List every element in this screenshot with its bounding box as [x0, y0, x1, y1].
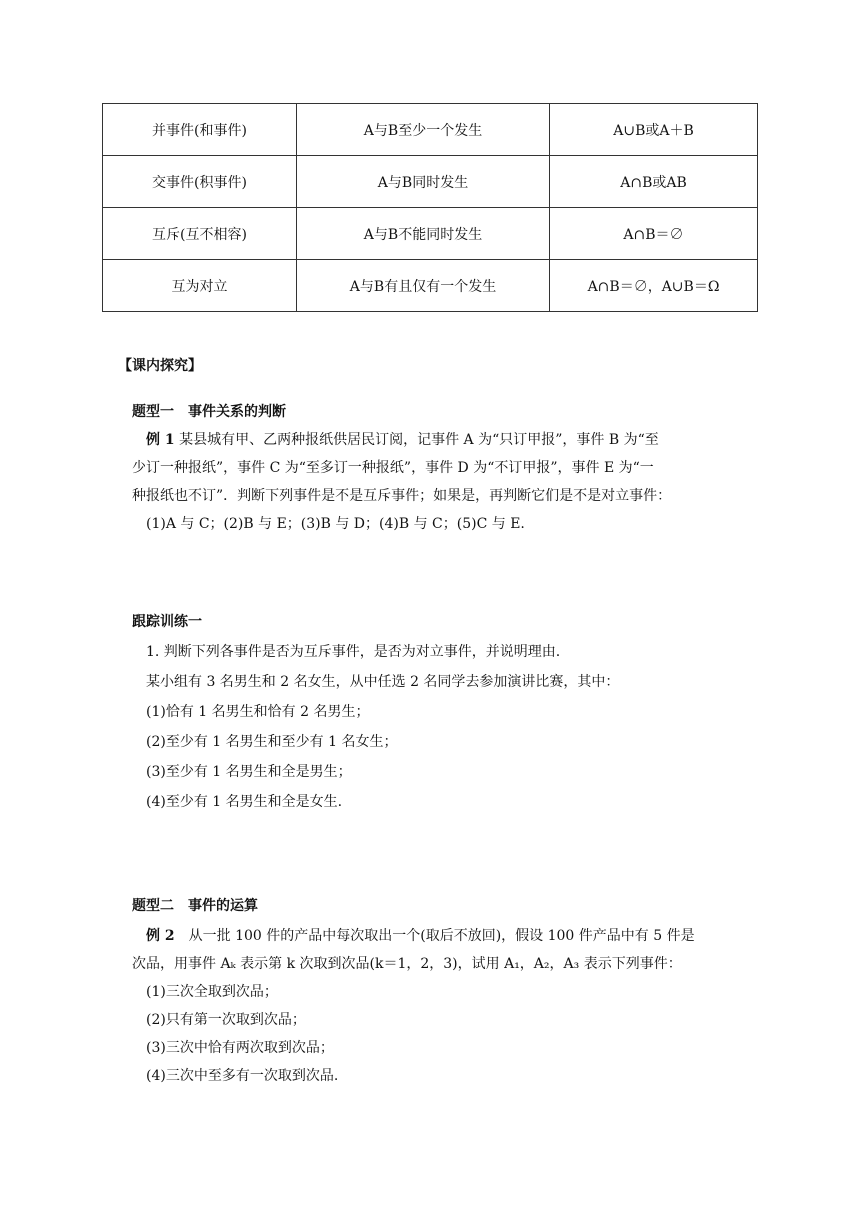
table-cell: A∪B或A＋B [550, 104, 758, 156]
training-line: (1)恰有 1 名男生和恰有 2 名男生； [146, 704, 370, 720]
example1-label: 例 1 [146, 432, 175, 448]
table-cell: 互斥(互不相容) [103, 208, 297, 260]
example2-item: (4)三次中至多有一次取到次品. [146, 1068, 339, 1084]
example1 [132, 426, 732, 538]
example2-line-1: 例 2 从一批 100 件的产品中每次取出一个(取后不放回)，假设 100 件产品中有 5 件是 [146, 928, 695, 944]
table-cell: A与B同时发生 [297, 156, 550, 208]
training-line: (2)至少有 1 名男生和至少有 1 名女生； [146, 734, 398, 750]
example2-label: 例 2 [146, 928, 175, 944]
table-row [103, 156, 758, 208]
example1-line-1: 例 1 某县城有甲、乙两种报纸供居民订阅，记事件 A 为“只订甲报”，事件 B 为“至 [146, 432, 659, 448]
table-cell: A∩B＝∅ [550, 208, 758, 260]
training-line: (3)至少有 1 名男生和全是男生； [146, 764, 352, 780]
table-cell: 交事件(积事件) [103, 156, 297, 208]
training-body [132, 637, 732, 817]
training-title: 跟踪训练一 [132, 614, 202, 630]
training-line: 1. 判断下列各事件是否为互斥事件，是否为对立事件，并说明理由. [146, 644, 561, 660]
section-title: 【课内探究】 [118, 358, 202, 374]
event-relations-table [102, 103, 758, 312]
example2 [132, 922, 732, 1090]
table-cell: A与B不能同时发生 [297, 208, 550, 260]
table-cell: 并事件(和事件) [103, 104, 297, 156]
table-cell: 互为对立 [103, 260, 297, 312]
type1-title: 题型一 事件关系的判断 [132, 404, 286, 420]
table-cell: A∩B或AB [550, 156, 758, 208]
example2-item: (3)三次中恰有两次取到次品； [146, 1040, 334, 1056]
table-row [103, 208, 758, 260]
training-line: (4)至少有 1 名男生和全是女生. [146, 794, 343, 810]
training-line: 某小组有 3 名男生和 2 名女生，从中任选 2 名同学去参加演讲比赛，其中： [146, 674, 620, 690]
table-row [103, 104, 758, 156]
table-row [103, 260, 758, 312]
example2-item: (1)三次全取到次品； [146, 984, 278, 1000]
example2-item: (2)只有第一次取到次品； [146, 1012, 306, 1028]
type2-title: 题型二 事件的运算 [132, 898, 258, 914]
example1-line-2: 少订一种报纸”，事件 C 为“至多订一种报纸”，事件 D 为“不订甲报”，事件 E 为“一 [132, 460, 654, 476]
example1-line-3: 种报纸也不订”．判断下列事件是不是互斥事件；如果是，再判断它们是不是对立事件： [132, 488, 672, 504]
example1-items: (1)A 与 C；(2)B 与 E；(3)B 与 D；(4)B 与 C；(5)C 与 E. [146, 516, 525, 532]
example2-line-2: 次品，用事件 Aₖ 表示第 k 次取到次品(k＝1，2，3)，试用 A₁，A₂，A₃ 表示下列事件： [132, 956, 682, 972]
table-cell: A∩B＝∅，A∪B＝Ω [550, 260, 758, 312]
table-cell: A与B至少一个发生 [297, 104, 550, 156]
table-cell: A与B有且仅有一个发生 [297, 260, 550, 312]
